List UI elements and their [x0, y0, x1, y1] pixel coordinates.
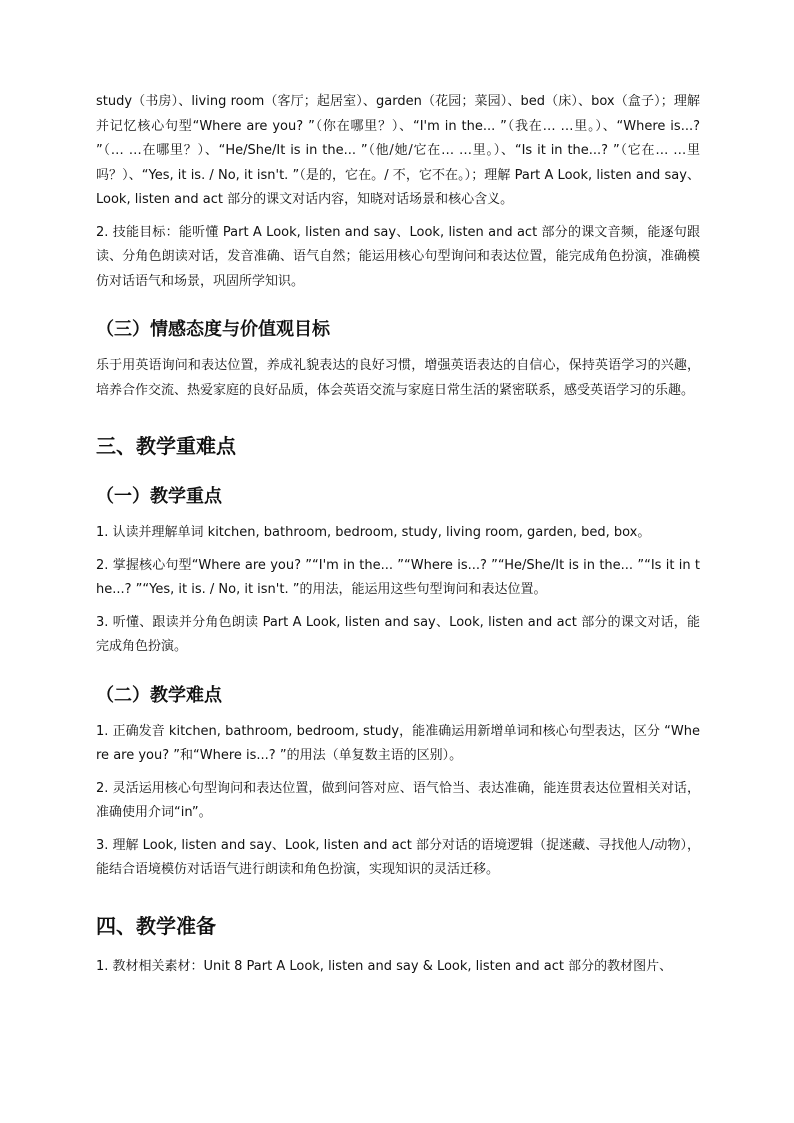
difficult-point-2: 2. 灵活运用核心句型询问和表达位置，做到问答对应、语气恰当、表达准确，能连贯表达位置相关对话，准确使用介词“in”。 — [96, 780, 700, 820]
knowledge-goal-continued: study（书房）、living room（客厅；起居室）、garden（花园；菜园）、bed（床）、box（盒子）；理解并记忆核心句型“Where are you? ”（你在哪里？）、“I'm in the... ”（我在… …里。）、“Where is...? ”（… …在哪里？）、“He/She/It is in the... ”（他/她/它在… …里。）、“Is it in the...? ”（它在… …里吗？）、“Yes, it is. / No, it isn't. ”（是的，它在。/ 不，它不在。）；理解 Part A Look, listen and say、Look, listen and act 部分的课文对话内容，知晓对话场景和核心含义。 — [96, 94, 700, 207]
heading-difficult-points: （二）教学难点 — [96, 684, 222, 706]
key-point-2: 2. 掌握核心句型“Where are you? ”“I'm in the... ”“Where is...? ”“He/She/It is in the... ”“Is it in the...? ”“Yes, it is. / No, it isn't. ”的用法，能运用这些句型询问和表达位置。 — [96, 557, 700, 597]
key-point-1: 1. 认读并理解单词 kitchen, bathroom, bedroom, study, living room, garden, bed, box。 — [96, 525, 651, 540]
emotion-goal-text: 乐于用英语询问和表达位置，养成礼貌表达的良好习惯，增强英语表达的自信心，保持英语学习的兴趣，培养合作交流、热爱家庭的良好品质，体会英语交流与家庭日常生活的紧密联系，感受英语学习的乐趣。 — [96, 358, 700, 398]
document-page — [96, 90, 700, 987]
key-point-3: 3. 听懂、跟读并分角色朗读 Part A Look, listen and say、Look, listen and act 部分的课文对话，能完成角色扮演。 — [96, 614, 700, 654]
skill-goal: 2. 技能目标：能听懂 Part A Look, listen and say、Look, listen and act 部分的课文音频，能逐句跟读、分角色朗读对话，发音准确、语气自然；能运用核心句型询问和表达位置，能完成角色扮演，准确模仿对话语气和场景，巩固所学知识。 — [96, 224, 700, 289]
heading-key-points: （一）教学重点 — [96, 486, 222, 507]
heading-emotion-goals: （三）情感态度与价值观目标 — [96, 319, 330, 340]
heading-teaching-preparation: 四、教学准备 — [96, 913, 216, 938]
preparation-item-1: 1. 教材相关素材：Unit 8 Part A Look, listen and say & Look, listen and act 部分的教材图片、 — [96, 958, 673, 974]
difficult-point-1: 1. 正确发音 kitchen, bathroom, bedroom, study，能准确运用新增单词和核心句型表达，区分 “Where are you? ”和“Where is...? ”的用法（单复数主语的区别）。 — [96, 723, 700, 763]
difficult-point-3: 3. 理解 Look, listen and say、Look, listen and act 部分对话的语境逻辑（捉迷藏、寻找他人/动物），能结合语境模仿对话语气进行朗读和角色扮演，实现知识的灵活迁移。 — [96, 837, 700, 877]
heading-key-difficult-points: 三、教学重难点 — [96, 434, 236, 458]
